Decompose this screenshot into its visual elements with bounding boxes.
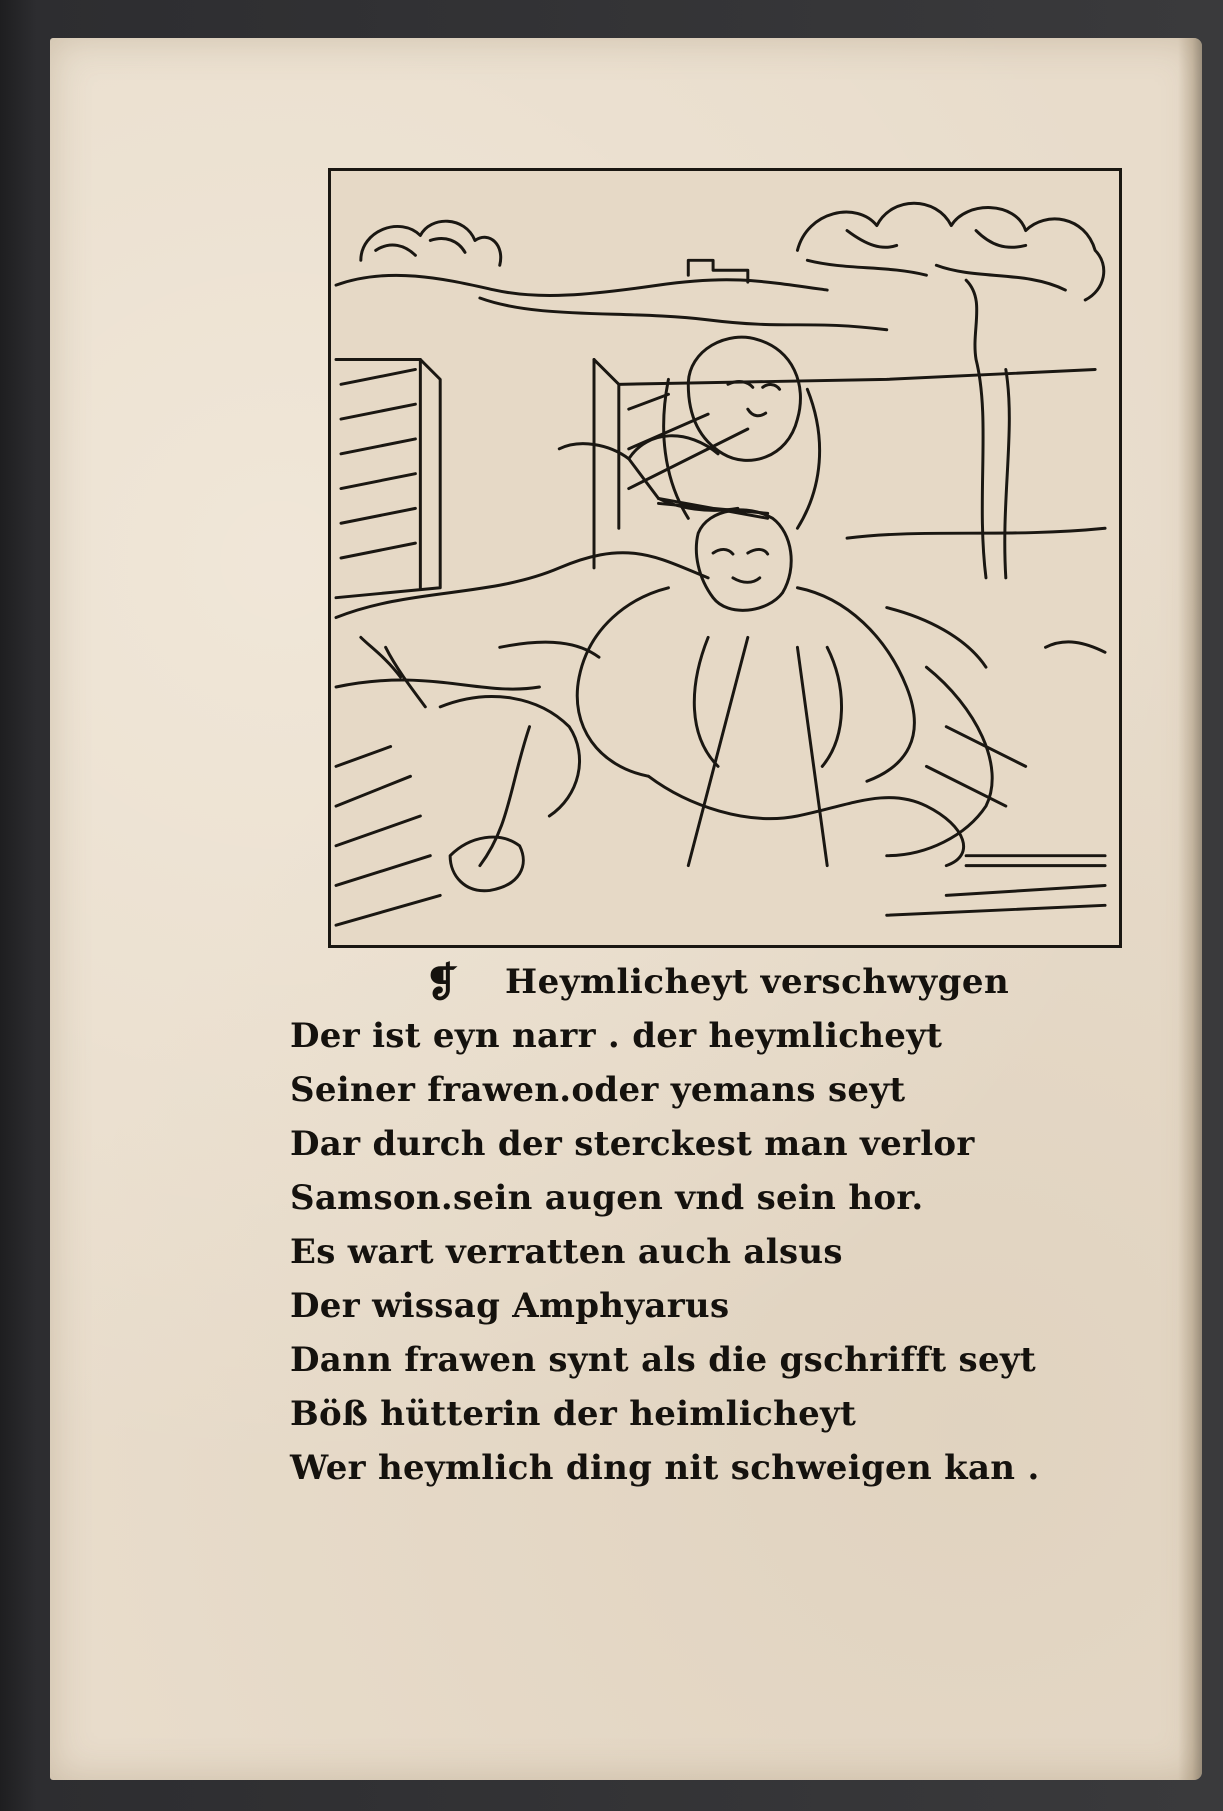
verse-line-9: Wer heymlich ding nit schweigen kan . [290, 1448, 1040, 1488]
verse-line-7: Dann frawen synt als die gschrifft seyt [290, 1340, 1036, 1380]
woodcut-illustration [328, 168, 1122, 948]
heading-text: Heymlicheyt verschwygen [505, 962, 1010, 1002]
verse-line-5: Es wart verratten auch alsus [290, 1232, 843, 1272]
pilcrow-marker: ❡ [425, 958, 460, 1006]
verse-line-8: Böß hütterin der heimlicheyt [290, 1394, 857, 1434]
verse-line-6: Der wissag Amphyarus [290, 1286, 730, 1326]
verse-line-3: Dar durch der sterckest man verlor [290, 1124, 975, 1164]
woodcut-samson-and-delilah-illustration-icon [331, 171, 1119, 945]
verse-line-1: Der ist eyn narr . der heymlicheyt [290, 1016, 943, 1056]
verse-heading [425, 955, 1090, 1009]
page-edge [1178, 38, 1202, 1780]
verse-line-4: Samson.sein augen vnd sein hor. [290, 1178, 924, 1218]
verse-text-block [290, 955, 1090, 1495]
verse-line-2: Seiner frawen.oder yemans seyt [290, 1070, 906, 1110]
